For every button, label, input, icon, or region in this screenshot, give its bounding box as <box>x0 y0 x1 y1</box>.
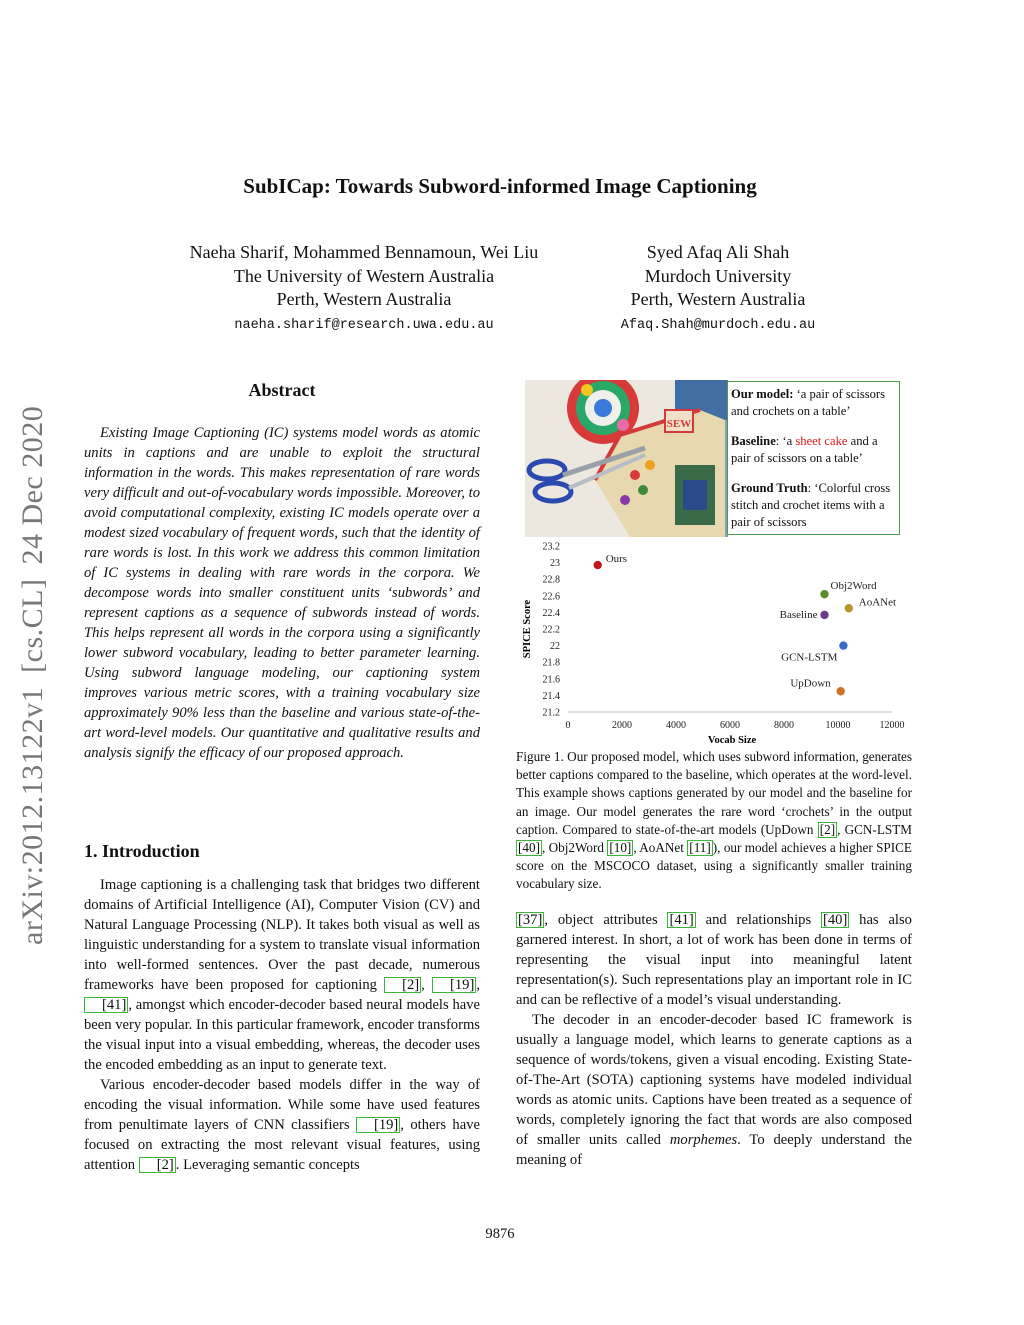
text: ), our model achieves a higher SPICE score on the MSCOCO dataset, using a significantly smaller training vocabulary size. <box>516 840 912 892</box>
page-number: 9876 <box>485 1226 515 1242</box>
y-tick-label: 23 <box>550 558 560 570</box>
x-tick-label: 10000 <box>825 720 851 731</box>
x-tick-label: 0 <box>565 720 571 731</box>
right-paragraph-2 <box>516 1010 912 1170</box>
data-point <box>820 610 829 619</box>
y-tick-label: 21.2 <box>542 707 560 719</box>
y-axis-label: SPICE Score <box>522 599 533 659</box>
text: The decoder in an encoder-decoder based IC framework is usually a language model, which learns to generate captions as a sequence of words/tokens, given a visual encoding. Existing State-of-The-Art (SOTA) captioning systems have modeled individual words as atomic units. Captions have been treated as a sequence of words, completely ignoring the fact that words are also composed of smaller units called <box>516 1012 912 1148</box>
abstract-body <box>84 423 480 763</box>
data-label: UpDown <box>790 677 831 690</box>
caption-baseline <box>731 433 895 466</box>
data-point <box>820 590 829 599</box>
text: Figure 1. Our proposed model, which uses subword information, generates better captions compared to the baseline, which operates at the word-level. This example shows captions generated by our model and the baseline for an image. Our model generates the rare word ‘crochets’ in the output caption. Compared to state-of-the-art models (UpDown <box>516 749 912 837</box>
scissors-crochet-photo <box>525 380 728 537</box>
text: Image captioning is a challenging task that bridges two different domains of Artificial Intelligence (AI), Computer Vision (CV) and Natural Language Processing (NLP). It takes both visual as well as linguistic understanding for a system to translate visual information into well-formed sentences. Over the past decade, numerous frameworks have been proposed for captioning <box>84 877 480 993</box>
text: ‘a pair of scissors and crochets on a table’ <box>731 387 886 418</box>
text: : ‘Colorful cross stitch and crochet items with a pair of scissors <box>731 481 891 529</box>
spice-vs-vocab-chart <box>510 538 912 748</box>
citation-link[interactable]: [41] <box>84 997 128 1013</box>
text: and a pair of scissors on a table’ <box>731 434 878 465</box>
x-tick-label: 8000 <box>774 720 794 731</box>
text: , others have focused on extracting the most relevant visual features, using attention <box>84 1117 480 1173</box>
author-email[interactable]: Afaq.Shah@murdoch.edu.au <box>620 317 816 333</box>
author-block-right <box>598 241 838 337</box>
citation-link[interactable]: [10] <box>609 840 632 856</box>
author-location: Perth, Western Australia <box>276 289 452 309</box>
data-point <box>836 687 845 696</box>
citation-link[interactable]: [11] <box>689 840 711 856</box>
text: and relationships <box>705 912 812 928</box>
data-label: AoANet <box>858 596 897 609</box>
author-names: Syed Afaq Ali Shah <box>646 242 790 262</box>
text: has also garnered interest. In short, a lot of work has been done in terms of representing the visual input into meaningful latent representation(s). Such representations play an important role in IC and can be reflective of a model’s visual understanding. <box>516 912 912 1008</box>
text: , Obj2Word <box>541 840 604 856</box>
y-tick-label: 22.6 <box>542 591 560 603</box>
author-block-left <box>164 241 564 337</box>
citation-link[interactable]: [2] <box>819 821 836 837</box>
right-paragraph-1 <box>516 910 912 1010</box>
x-tick-label: 12000 <box>879 720 905 731</box>
data-label: Ours <box>605 553 628 566</box>
data-label: Obj2Word <box>830 580 877 593</box>
y-tick-label: 22.8 <box>542 574 560 586</box>
author-affiliation: Murdoch University <box>644 265 792 286</box>
section-heading-introduction: 1. Introduction <box>84 841 200 861</box>
text: : ‘a <box>775 434 796 449</box>
label: Ground Truth <box>731 481 808 496</box>
caption-ground-truth <box>731 480 895 530</box>
arxiv-category: [cs.CL] <box>16 578 49 673</box>
y-tick-label: 22 <box>550 641 560 653</box>
intro-paragraph-2 <box>84 1075 480 1175</box>
text: , object attributes <box>544 912 658 928</box>
caption-comparison-box <box>727 381 900 535</box>
citation-link[interactable]: [40] <box>518 840 540 856</box>
y-tick-label: 22.4 <box>542 607 560 619</box>
figure-caption <box>516 748 912 894</box>
x-tick-label: 2000 <box>612 720 632 731</box>
citation-link[interactable]: [41] <box>669 912 694 928</box>
intro-paragraph-1: Image captioning is a challenging task that bridges two different domains of Artificial Intelligence (AI), Computer Vision (CV) and Natural Language Processing (NLP). It takes both visual as well as linguistic understanding for a system to translate visual information into well-formed sentences. Over the past decade, numerous frameworks have been proposed for captioning [2] , [19] , [41] , amongst which encoder-decoder based neural models have been very popular. In this particular framework, encoder transforms the visual input into a visual embedding, whereas, the decoder uses the encoded embedding as an input to generate text. <box>84 877 480 1073</box>
x-axis-label: Vocab Size <box>707 735 757 746</box>
intro-body <box>84 875 480 1175</box>
photo-sign-text: SEW <box>666 418 692 430</box>
label: Our model: <box>731 387 794 401</box>
arxiv-date: 24 Dec 2020 <box>16 405 49 565</box>
author-email[interactable]: naeha.sharif@research.uwa.edu.au <box>234 317 494 333</box>
x-tick-label: 6000 <box>720 720 740 731</box>
text: , GCN-LSTM <box>837 821 912 837</box>
data-label: GCN-LSTM <box>781 651 838 664</box>
y-tick-label: 21.4 <box>542 690 560 702</box>
x-tick-label: 4000 <box>666 720 686 731</box>
text: , amongst which encoder-decoder based neural models have been very popular. In this particular framework, encoder transforms the visual input into a visual embedding, whereas, the decoder uses the encoded embedding as an input to generate text. <box>84 997 480 1073</box>
arxiv-stamp <box>16 345 56 945</box>
abstract-text: Existing Image Captioning (IC) systems model words as atomic units in captions and are unable to exploit the structural information in the words. This makes representation of rare words very difficult and out-of-vocabulary words impossible. Moreover, to avoid computational complexity, existing IC models operate over a modest sized vocabulary of frequent words, such that the identity of rare words is lost. In this work we address this common limitation of IC systems in dealing with rare words in the corpora. We decompose words into smaller constituent units ‘subwords’ and represent captions as a sequence of subwords instead of words. This helps represent all words in the corpora using a significantly lower subword vocabulary, leading to better parameter learning. Using subword language modeling, our captioning system improves various metric scores, with a training vocabulary size approximately 90% less than the baseline and various state-of-the-art word-level models. Our quantitative and qualitative results and analysis signify the efficacy of our proposed approach. <box>84 425 480 761</box>
arxiv-id: arXiv:2012.13122v1 <box>16 686 49 945</box>
highlight-text: sheet cake <box>795 434 848 449</box>
paper-title: SubICap: Towards Subword-informed Image Captioning <box>243 174 757 198</box>
abstract-heading: Abstract <box>248 380 316 400</box>
citation-link[interactable]: [2] <box>139 1157 176 1173</box>
y-tick-label: 21.8 <box>542 657 560 669</box>
y-tick-label: 22.2 <box>542 624 560 636</box>
citation-link[interactable]: [40] <box>822 912 848 928</box>
caption-ours <box>731 386 895 419</box>
label: Baseline <box>731 434 776 449</box>
citation-link[interactable]: [37] <box>518 912 543 928</box>
emphasis: morphemes <box>669 1132 738 1148</box>
figure-photo <box>525 380 728 537</box>
y-tick-label: 21.6 <box>542 674 560 686</box>
data-label: Baseline <box>779 608 818 621</box>
author-affiliation: The University of Western Australia <box>233 265 495 286</box>
author-names: Naeha Sharif, Mohammed Bennamoun, Wei Liu <box>189 242 539 262</box>
citation-link[interactable]: [19] <box>432 977 476 993</box>
text: Various encoder-decoder based models differ in the way of encoding the visual information. While some have used features from penultimate layers of CNN classifiers <box>84 1077 480 1133</box>
text: , AoANet <box>633 840 684 856</box>
text: . Leveraging semantic concepts <box>175 1157 360 1173</box>
data-point <box>593 561 602 570</box>
text: . To deeply understand the meaning of <box>516 1132 913 1168</box>
data-point <box>844 604 853 613</box>
right-column-body <box>516 910 912 1170</box>
citation-link[interactable]: [2] <box>384 977 421 993</box>
citation-link[interactable]: [19] <box>356 1117 400 1133</box>
author-location: Perth, Western Australia <box>630 289 806 309</box>
data-point <box>839 641 848 650</box>
y-tick-label: 23.2 <box>542 541 560 553</box>
